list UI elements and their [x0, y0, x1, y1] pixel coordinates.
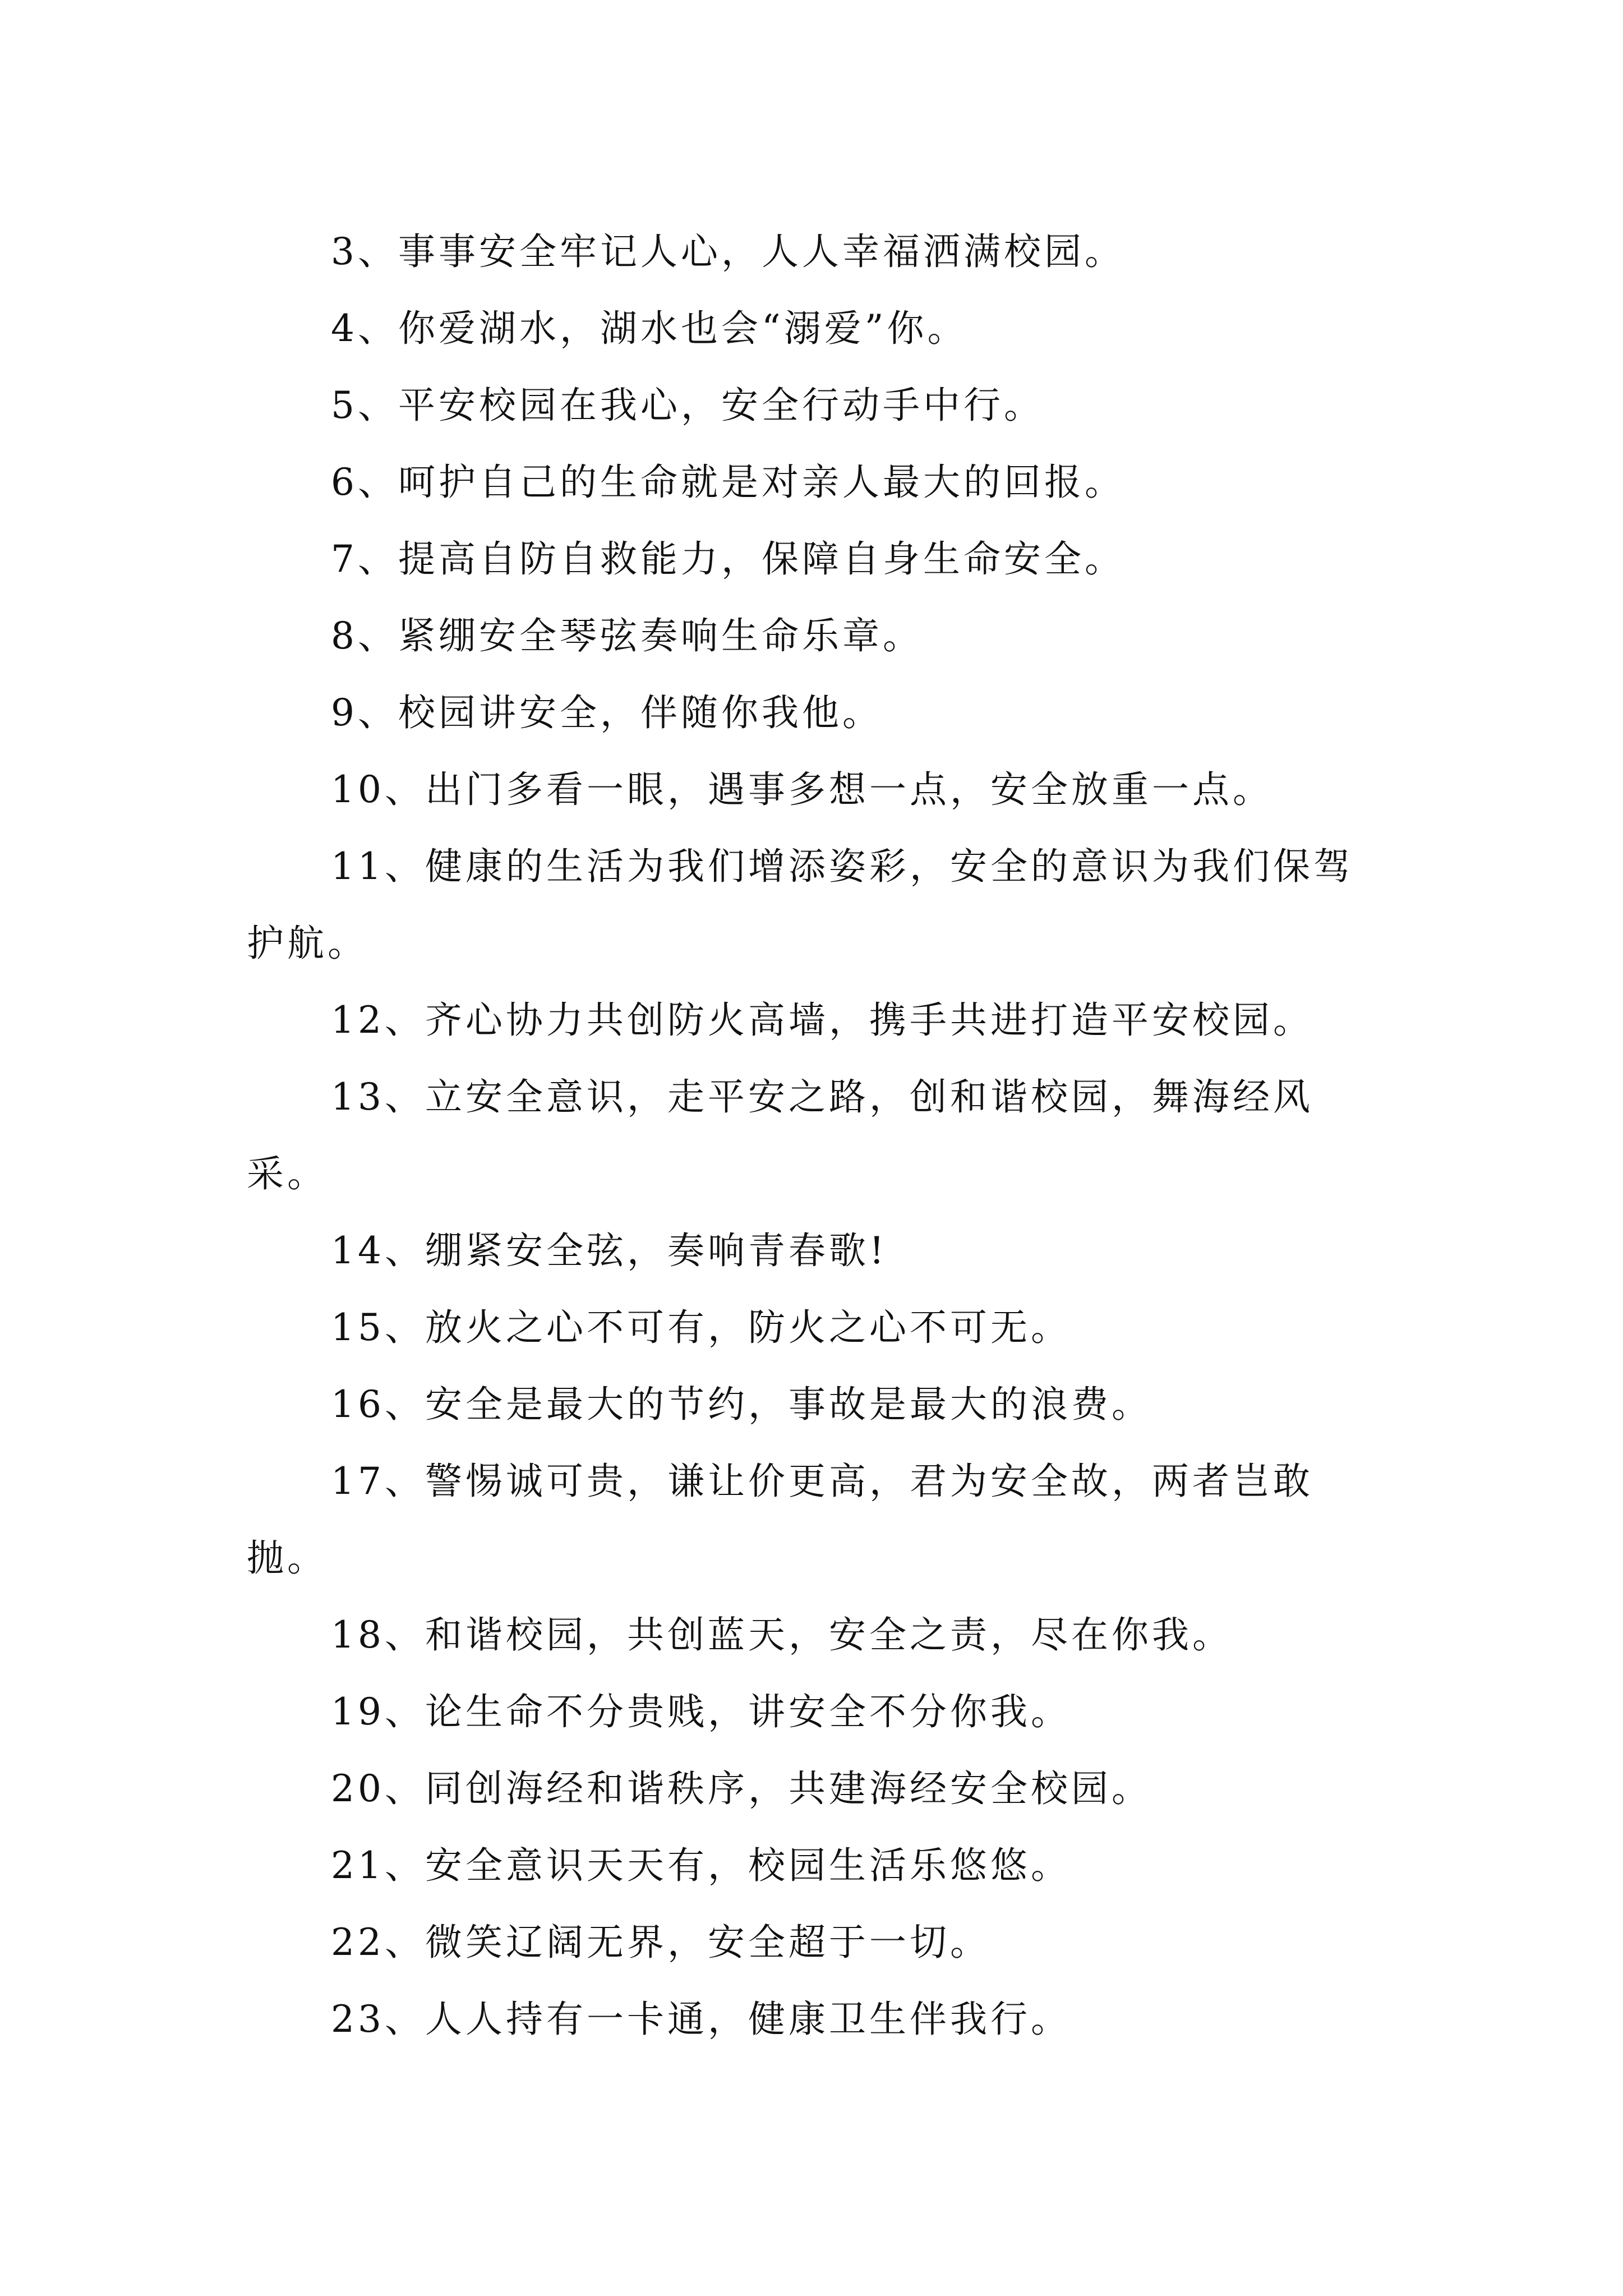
slogan-item: 5、平安校园在我心，安全行动手中行。: [331, 384, 1044, 427]
slogan-item: 17、警惕诚可贵，谦让价更高，君为安全故，两者岂敢抛。: [247, 1460, 1313, 1580]
slogan-item: 6、呵护自己的生命就是对亲人最大的回报。: [331, 461, 1125, 504]
slogan-item: 10、出门多看一眼，遇事多想一点，安全放重一点。: [331, 768, 1273, 811]
slogan-item: 19、论生命不分贵贱，讲安全不分你我。: [331, 1690, 1071, 1733]
slogan-item: 16、安全是最大的节约，事故是最大的浪费。: [331, 1383, 1152, 1426]
slogan-item: 18、和谐校园，共创蓝天，安全之责，尽在你我。: [331, 1613, 1233, 1657]
slogan-item: 22、微笑辽阔无界，安全超于一切。: [331, 1921, 990, 1964]
slogan-item: 4、你爱湖水，湖水也会“溺爱”你。: [331, 307, 968, 350]
slogan-list: [247, 213, 1385, 2058]
slogan-item: 20、同创海经和谐秩序，共建海经安全校园。: [331, 1767, 1152, 1810]
slogan-item: 3、事事安全牢记人心，人人幸福洒满校园。: [331, 230, 1125, 273]
slogan-item: 8、紧绷安全琴弦奏响生命乐章。: [331, 614, 923, 657]
slogan-item: 14、绷紧安全弦，奏响青春歌!: [331, 1229, 888, 1272]
slogan-item: 13、立安全意识，走平安之路，创和谐校园，舞海经风采。: [247, 1075, 1313, 1195]
slogan-item: 21、安全意识天天有，校园生活乐悠悠。: [331, 1844, 1071, 1887]
slogan-item: 12、齐心协力共创防火高墙，携手共进打造平安校园。: [331, 999, 1313, 1042]
slogan-item: 23、人人持有一卡通，健康卫生伴我行。: [331, 1998, 1071, 2041]
slogan-item: 7、提高自防自救能力，保障自身生命安全。: [331, 537, 1125, 581]
slogan-item: 11、健康的生活为我们增添姿彩，安全的意识为我们保驾护航。: [247, 845, 1354, 965]
slogan-item: 9、校园讲安全，伴随你我他。: [331, 691, 883, 734]
slogan-item: 15、放火之心不可有，防火之心不可无。: [331, 1306, 1071, 1349]
